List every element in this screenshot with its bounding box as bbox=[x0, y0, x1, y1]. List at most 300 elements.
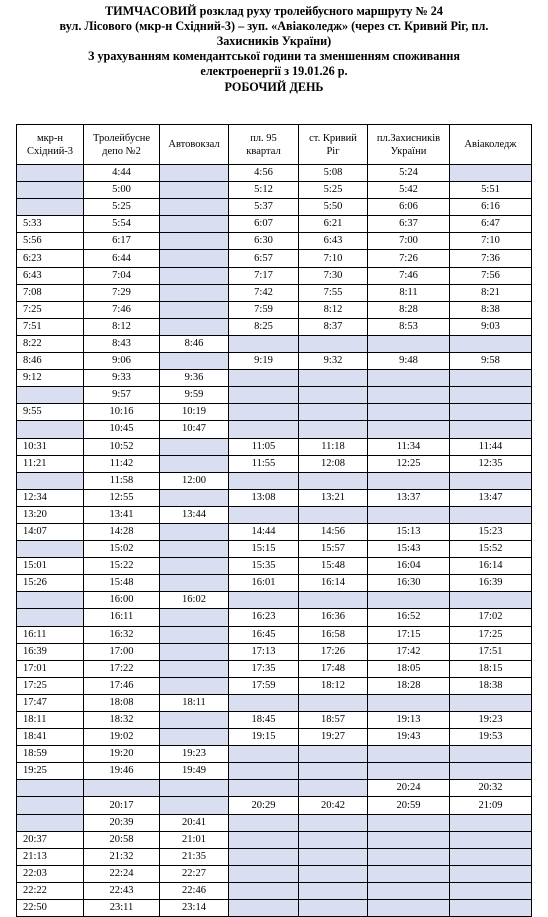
empty-cell bbox=[229, 848, 299, 865]
time-cell: 9:59 bbox=[160, 387, 229, 404]
empty-cell bbox=[160, 660, 229, 677]
empty-cell bbox=[229, 900, 299, 917]
empty-cell bbox=[299, 746, 368, 763]
time-cell: 11:58 bbox=[84, 472, 160, 489]
time-cell: 21:01 bbox=[160, 831, 229, 848]
time-cell: 10:31 bbox=[17, 438, 84, 455]
timetable bbox=[16, 124, 532, 917]
time-cell: 15:15 bbox=[229, 541, 299, 558]
time-cell: 11:55 bbox=[229, 455, 299, 472]
time-cell: 16:32 bbox=[84, 626, 160, 643]
time-cell: 6:07 bbox=[229, 216, 299, 233]
time-cell: 20:41 bbox=[160, 814, 229, 831]
time-cell: 19:23 bbox=[450, 712, 532, 729]
time-cell: 5:33 bbox=[17, 216, 84, 233]
table-row bbox=[17, 729, 532, 746]
time-cell: 14:44 bbox=[229, 523, 299, 540]
time-cell: 10:47 bbox=[160, 421, 229, 438]
empty-cell bbox=[229, 763, 299, 780]
time-cell: 17:13 bbox=[229, 643, 299, 660]
time-cell: 5:51 bbox=[450, 182, 532, 199]
empty-cell bbox=[160, 353, 229, 370]
empty-cell bbox=[17, 541, 84, 558]
time-cell: 22:24 bbox=[84, 865, 160, 882]
empty-cell bbox=[229, 592, 299, 609]
column-header-line: Тролейбусне bbox=[92, 132, 151, 144]
time-cell: 15:13 bbox=[368, 523, 450, 540]
time-cell: 5:24 bbox=[368, 165, 450, 182]
time-cell: 19:43 bbox=[368, 729, 450, 746]
time-cell: 22:50 bbox=[17, 900, 84, 917]
time-cell: 18:08 bbox=[84, 694, 160, 711]
table-row bbox=[17, 438, 532, 455]
time-cell: 14:56 bbox=[299, 523, 368, 540]
time-cell: 6:30 bbox=[229, 233, 299, 250]
column-header-line: мкр-н bbox=[36, 132, 64, 144]
time-cell: 7:00 bbox=[368, 233, 450, 250]
time-cell: 15:22 bbox=[84, 558, 160, 575]
time-cell: 6:47 bbox=[450, 216, 532, 233]
empty-cell bbox=[299, 404, 368, 421]
time-cell: 21:32 bbox=[84, 848, 160, 865]
empty-cell bbox=[299, 780, 368, 797]
time-cell: 18:05 bbox=[368, 660, 450, 677]
time-cell: 18:32 bbox=[84, 712, 160, 729]
time-cell: 16:14 bbox=[299, 575, 368, 592]
empty-cell bbox=[450, 694, 532, 711]
time-cell: 17:46 bbox=[84, 677, 160, 694]
time-cell: 18:41 bbox=[17, 729, 84, 746]
time-cell: 7:56 bbox=[450, 267, 532, 284]
time-cell: 8:12 bbox=[299, 301, 368, 318]
empty-cell bbox=[450, 472, 532, 489]
time-cell: 19:25 bbox=[17, 763, 84, 780]
time-cell: 12:34 bbox=[17, 489, 84, 506]
time-cell: 6:57 bbox=[229, 250, 299, 267]
table-row bbox=[17, 814, 532, 831]
time-cell: 17:51 bbox=[450, 643, 532, 660]
empty-cell bbox=[160, 797, 229, 814]
time-cell: 22:03 bbox=[17, 865, 84, 882]
empty-cell bbox=[160, 780, 229, 797]
empty-cell bbox=[299, 694, 368, 711]
time-cell: 17:15 bbox=[368, 626, 450, 643]
empty-cell bbox=[17, 780, 84, 797]
empty-cell bbox=[368, 763, 450, 780]
empty-cell bbox=[17, 814, 84, 831]
empty-cell bbox=[160, 455, 229, 472]
time-cell: 9:33 bbox=[84, 370, 160, 387]
time-cell: 15:23 bbox=[450, 523, 532, 540]
empty-cell bbox=[368, 746, 450, 763]
time-cell: 7:10 bbox=[299, 250, 368, 267]
empty-cell bbox=[229, 694, 299, 711]
time-cell: 5:37 bbox=[229, 199, 299, 216]
time-cell: 8:21 bbox=[450, 284, 532, 301]
time-cell: 15:01 bbox=[17, 558, 84, 575]
time-cell: 18:38 bbox=[450, 677, 532, 694]
time-cell: 7:17 bbox=[229, 267, 299, 284]
table-row bbox=[17, 746, 532, 763]
time-cell: 7:29 bbox=[84, 284, 160, 301]
time-cell: 4:44 bbox=[84, 165, 160, 182]
table-row bbox=[17, 182, 532, 199]
time-cell: 16:23 bbox=[229, 609, 299, 626]
empty-cell bbox=[160, 729, 229, 746]
empty-cell bbox=[368, 900, 450, 917]
time-cell: 19:02 bbox=[84, 729, 160, 746]
time-cell: 9:12 bbox=[17, 370, 84, 387]
table-row bbox=[17, 592, 532, 609]
time-cell: 10:16 bbox=[84, 404, 160, 421]
empty-cell bbox=[229, 335, 299, 352]
time-cell: 19:20 bbox=[84, 746, 160, 763]
time-cell: 8:46 bbox=[160, 335, 229, 352]
time-cell: 20:24 bbox=[368, 780, 450, 797]
time-cell: 8:38 bbox=[450, 301, 532, 318]
empty-cell bbox=[299, 882, 368, 899]
table-row bbox=[17, 472, 532, 489]
table-row bbox=[17, 797, 532, 814]
time-cell: 20:39 bbox=[84, 814, 160, 831]
time-cell: 21:09 bbox=[450, 797, 532, 814]
table-row bbox=[17, 677, 532, 694]
time-cell: 13:44 bbox=[160, 506, 229, 523]
empty-cell bbox=[17, 472, 84, 489]
time-cell: 5:08 bbox=[299, 165, 368, 182]
empty-cell bbox=[229, 865, 299, 882]
empty-cell bbox=[160, 199, 229, 216]
time-cell: 14:07 bbox=[17, 523, 84, 540]
table-row bbox=[17, 575, 532, 592]
table-row bbox=[17, 267, 532, 284]
schedule-note-cont: електроенергії з 19.01.26 р. bbox=[200, 64, 348, 78]
time-cell: 8:53 bbox=[368, 318, 450, 335]
empty-cell bbox=[160, 182, 229, 199]
time-cell: 18:11 bbox=[160, 694, 229, 711]
timetable-body bbox=[17, 165, 532, 917]
empty-cell bbox=[299, 592, 368, 609]
empty-cell bbox=[160, 165, 229, 182]
empty-cell bbox=[368, 472, 450, 489]
empty-cell bbox=[299, 387, 368, 404]
time-cell: 9:32 bbox=[299, 353, 368, 370]
time-cell: 8:11 bbox=[368, 284, 450, 301]
time-cell: 20:42 bbox=[299, 797, 368, 814]
empty-cell bbox=[160, 609, 229, 626]
time-cell: 19:49 bbox=[160, 763, 229, 780]
time-cell: 6:43 bbox=[17, 267, 84, 284]
time-cell: 9:36 bbox=[160, 370, 229, 387]
empty-cell bbox=[160, 318, 229, 335]
time-cell: 16:52 bbox=[368, 609, 450, 626]
empty-cell bbox=[450, 746, 532, 763]
time-cell: 8:28 bbox=[368, 301, 450, 318]
schedule-note: З урахуванням комендантської години та зменшенням споживання bbox=[87, 49, 460, 63]
time-cell: 23:11 bbox=[84, 900, 160, 917]
table-row bbox=[17, 387, 532, 404]
table-row bbox=[17, 370, 532, 387]
header-row bbox=[17, 125, 532, 165]
empty-cell bbox=[160, 712, 229, 729]
column-header-line: Ріг bbox=[326, 145, 340, 157]
empty-cell bbox=[160, 284, 229, 301]
time-cell: 18:45 bbox=[229, 712, 299, 729]
empty-cell bbox=[17, 387, 84, 404]
empty-cell bbox=[229, 814, 299, 831]
empty-cell bbox=[450, 848, 532, 865]
table-row bbox=[17, 780, 532, 797]
time-cell: 17:26 bbox=[299, 643, 368, 660]
empty-cell bbox=[229, 506, 299, 523]
table-row bbox=[17, 865, 532, 882]
empty-cell bbox=[450, 763, 532, 780]
time-cell: 16:14 bbox=[450, 558, 532, 575]
time-cell: 7:42 bbox=[229, 284, 299, 301]
empty-cell bbox=[160, 523, 229, 540]
empty-cell bbox=[160, 626, 229, 643]
empty-cell bbox=[368, 814, 450, 831]
empty-cell bbox=[299, 831, 368, 848]
empty-cell bbox=[229, 370, 299, 387]
time-cell: 16:11 bbox=[84, 609, 160, 626]
time-cell: 22:27 bbox=[160, 865, 229, 882]
time-cell: 12:35 bbox=[450, 455, 532, 472]
time-cell: 7:59 bbox=[229, 301, 299, 318]
time-cell: 15:35 bbox=[229, 558, 299, 575]
time-cell: 18:12 bbox=[299, 677, 368, 694]
time-cell: 15:02 bbox=[84, 541, 160, 558]
table-row bbox=[17, 353, 532, 370]
time-cell: 17:01 bbox=[17, 660, 84, 677]
time-cell: 18:59 bbox=[17, 746, 84, 763]
time-cell: 13:20 bbox=[17, 506, 84, 523]
time-cell: 19:23 bbox=[160, 746, 229, 763]
empty-cell bbox=[450, 404, 532, 421]
time-cell: 20:58 bbox=[84, 831, 160, 848]
time-cell: 11:21 bbox=[17, 455, 84, 472]
empty-cell bbox=[84, 780, 160, 797]
time-cell: 6:44 bbox=[84, 250, 160, 267]
column-header-line: депо №2 bbox=[102, 145, 141, 157]
table-row bbox=[17, 882, 532, 899]
empty-cell bbox=[160, 267, 229, 284]
time-cell: 20:59 bbox=[368, 797, 450, 814]
table-row bbox=[17, 763, 532, 780]
time-cell: 23:14 bbox=[160, 900, 229, 917]
table-row bbox=[17, 660, 532, 677]
table-row bbox=[17, 318, 532, 335]
time-cell: 9:03 bbox=[450, 318, 532, 335]
time-cell: 12:25 bbox=[368, 455, 450, 472]
empty-cell bbox=[17, 199, 84, 216]
time-cell: 9:58 bbox=[450, 353, 532, 370]
time-cell: 11:05 bbox=[229, 438, 299, 455]
time-cell: 5:25 bbox=[299, 182, 368, 199]
table-row bbox=[17, 165, 532, 182]
empty-cell bbox=[368, 592, 450, 609]
time-cell: 8:12 bbox=[84, 318, 160, 335]
time-cell: 8:43 bbox=[84, 335, 160, 352]
empty-cell bbox=[160, 250, 229, 267]
time-cell: 11:42 bbox=[84, 455, 160, 472]
table-row bbox=[17, 301, 532, 318]
time-cell: 16:39 bbox=[17, 643, 84, 660]
day-type-label: РОБОЧИЙ ДЕНЬ bbox=[224, 80, 324, 94]
time-cell: 6:21 bbox=[299, 216, 368, 233]
time-cell: 7:46 bbox=[368, 267, 450, 284]
empty-cell bbox=[299, 506, 368, 523]
time-cell: 16:36 bbox=[299, 609, 368, 626]
empty-cell bbox=[368, 694, 450, 711]
time-cell: 15:48 bbox=[299, 558, 368, 575]
time-cell: 13:08 bbox=[229, 489, 299, 506]
time-cell: 7:46 bbox=[84, 301, 160, 318]
time-cell: 9:19 bbox=[229, 353, 299, 370]
time-cell: 15:43 bbox=[368, 541, 450, 558]
time-cell: 16:45 bbox=[229, 626, 299, 643]
time-cell: 13:21 bbox=[299, 489, 368, 506]
time-cell: 5:25 bbox=[84, 199, 160, 216]
empty-cell bbox=[160, 301, 229, 318]
table-row bbox=[17, 558, 532, 575]
empty-cell bbox=[299, 335, 368, 352]
time-cell: 8:25 bbox=[229, 318, 299, 335]
time-cell: 15:26 bbox=[17, 575, 84, 592]
empty-cell bbox=[299, 865, 368, 882]
time-cell: 13:37 bbox=[368, 489, 450, 506]
table-row bbox=[17, 626, 532, 643]
time-cell: 20:29 bbox=[229, 797, 299, 814]
empty-cell bbox=[450, 900, 532, 917]
empty-cell bbox=[450, 865, 532, 882]
empty-cell bbox=[229, 882, 299, 899]
time-cell: 6:37 bbox=[368, 216, 450, 233]
time-cell: 20:37 bbox=[17, 831, 84, 848]
empty-cell bbox=[17, 182, 84, 199]
time-cell: 15:52 bbox=[450, 541, 532, 558]
time-cell: 10:45 bbox=[84, 421, 160, 438]
schedule-title: ТИМЧАСОВИЙ розклад руху тролейбусного маршруту № 24 bbox=[105, 4, 443, 18]
empty-cell bbox=[299, 900, 368, 917]
time-cell: 20:32 bbox=[450, 780, 532, 797]
table-row bbox=[17, 404, 532, 421]
empty-cell bbox=[229, 404, 299, 421]
time-cell: 16:11 bbox=[17, 626, 84, 643]
time-cell: 9:06 bbox=[84, 353, 160, 370]
time-cell: 16:39 bbox=[450, 575, 532, 592]
empty-cell bbox=[17, 797, 84, 814]
time-cell: 6:23 bbox=[17, 250, 84, 267]
time-cell: 5:54 bbox=[84, 216, 160, 233]
table-row bbox=[17, 643, 532, 660]
time-cell: 17:35 bbox=[229, 660, 299, 677]
column-header bbox=[299, 125, 368, 165]
time-cell: 17:22 bbox=[84, 660, 160, 677]
table-row bbox=[17, 712, 532, 729]
time-cell: 19:27 bbox=[299, 729, 368, 746]
time-cell: 17:00 bbox=[84, 643, 160, 660]
empty-cell bbox=[299, 763, 368, 780]
time-cell: 11:44 bbox=[450, 438, 532, 455]
time-cell: 21:13 bbox=[17, 848, 84, 865]
time-cell: 20:17 bbox=[84, 797, 160, 814]
column-header-line: Східний-3 bbox=[26, 145, 74, 157]
time-cell: 11:18 bbox=[299, 438, 368, 455]
time-cell: 13:47 bbox=[450, 489, 532, 506]
time-cell: 17:02 bbox=[450, 609, 532, 626]
empty-cell bbox=[368, 370, 450, 387]
column-header-line: ст. Кривий bbox=[309, 132, 357, 144]
time-cell: 7:51 bbox=[17, 318, 84, 335]
empty-cell bbox=[450, 882, 532, 899]
empty-cell bbox=[450, 814, 532, 831]
table-row bbox=[17, 831, 532, 848]
time-cell: 16:30 bbox=[368, 575, 450, 592]
table-row bbox=[17, 489, 532, 506]
time-cell: 12:08 bbox=[299, 455, 368, 472]
column-header-line: пл.Захисників bbox=[376, 132, 441, 144]
empty-cell bbox=[17, 609, 84, 626]
time-cell: 21:35 bbox=[160, 848, 229, 865]
time-cell: 5:56 bbox=[17, 233, 84, 250]
route-description: вул. Лісового (мкр-н Східний-3) – зуп. «Авіаколедж» (через ст. Кривий Ріг, пл. bbox=[59, 19, 489, 33]
time-cell: 13:41 bbox=[84, 506, 160, 523]
table-row bbox=[17, 848, 532, 865]
column-header bbox=[229, 125, 299, 165]
time-cell: 7:04 bbox=[84, 267, 160, 284]
time-cell: 19:13 bbox=[368, 712, 450, 729]
column-header-line: квартал bbox=[246, 145, 281, 157]
table-row bbox=[17, 216, 532, 233]
empty-cell bbox=[450, 421, 532, 438]
time-cell: 8:37 bbox=[299, 318, 368, 335]
empty-cell bbox=[229, 831, 299, 848]
table-row bbox=[17, 335, 532, 352]
column-header-line: України bbox=[390, 145, 427, 157]
empty-cell bbox=[450, 387, 532, 404]
empty-cell bbox=[160, 489, 229, 506]
time-cell: 9:55 bbox=[17, 404, 84, 421]
time-cell: 16:00 bbox=[84, 592, 160, 609]
time-cell: 5:42 bbox=[368, 182, 450, 199]
table-row bbox=[17, 900, 532, 917]
empty-cell bbox=[229, 780, 299, 797]
empty-cell bbox=[368, 831, 450, 848]
table-row bbox=[17, 694, 532, 711]
time-cell: 5:00 bbox=[84, 182, 160, 199]
schedule-header bbox=[0, 0, 548, 79]
time-cell: 10:52 bbox=[84, 438, 160, 455]
column-header bbox=[17, 125, 84, 165]
time-cell: 16:02 bbox=[160, 592, 229, 609]
time-cell: 17:25 bbox=[17, 677, 84, 694]
empty-cell bbox=[368, 848, 450, 865]
column-header bbox=[160, 125, 229, 165]
time-cell: 17:48 bbox=[299, 660, 368, 677]
empty-cell bbox=[450, 335, 532, 352]
time-cell: 11:34 bbox=[368, 438, 450, 455]
time-cell: 15:57 bbox=[299, 541, 368, 558]
empty-cell bbox=[368, 387, 450, 404]
time-cell: 7:30 bbox=[299, 267, 368, 284]
empty-cell bbox=[160, 643, 229, 660]
empty-cell bbox=[368, 335, 450, 352]
time-cell: 7:08 bbox=[17, 284, 84, 301]
time-cell: 8:46 bbox=[17, 353, 84, 370]
empty-cell bbox=[368, 865, 450, 882]
time-cell: 7:26 bbox=[368, 250, 450, 267]
